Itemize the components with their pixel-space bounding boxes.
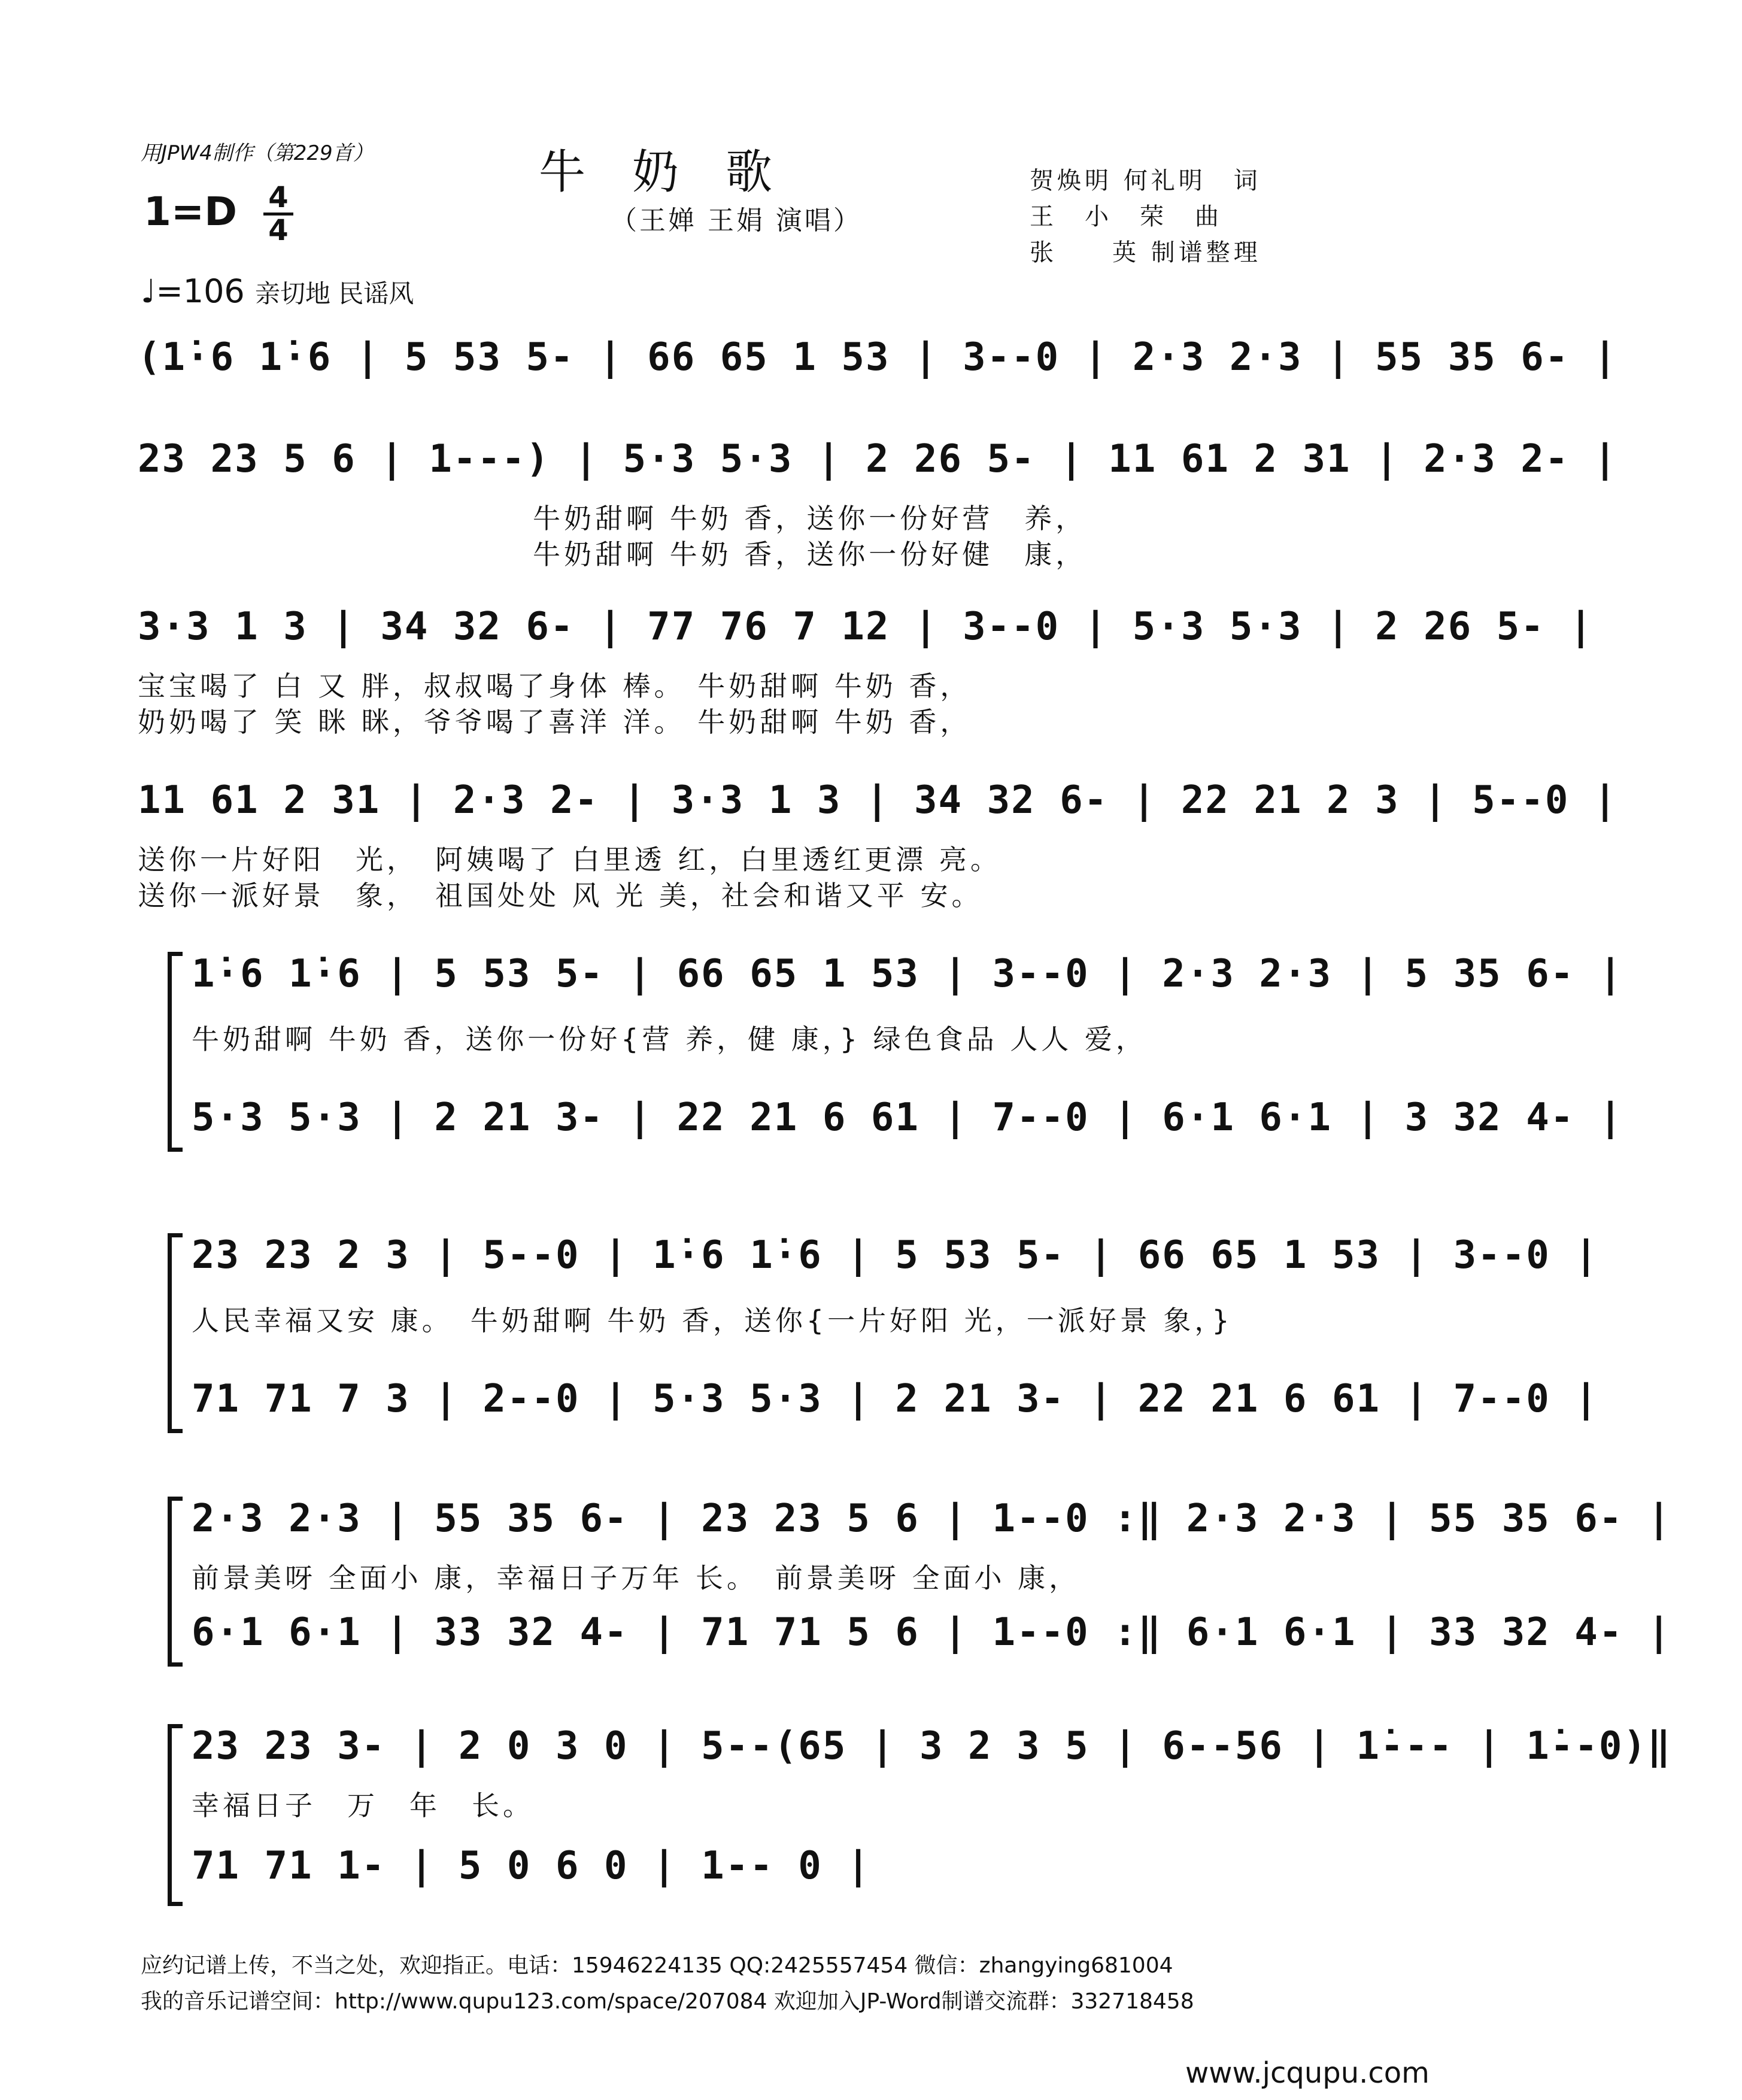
score-system-8	[174, 1724, 1672, 1904]
score-system-1	[138, 335, 1618, 407]
lyric-line-1: 幸福日子 万 年 长。	[192, 1789, 534, 1822]
key-signature: 1=D	[144, 189, 238, 235]
notation-line: (1̇·6 1̇·6 | 5 53 5- | 66 65 1 53 | 3--0 | 2·3 2·3 | 55 35 6- |	[138, 335, 1618, 380]
notation-line: 23 23 5 6 | 1---) | 5·3 5·3 | 2 26 5- | 11 61 2 31 | 2·3 2- |	[138, 437, 1618, 481]
footer-space-link: 我的音乐记谱空间：http://www.qupu123.com/space/207084 欢迎加入JP-Word制谱交流群：332718458	[141, 1989, 1194, 2014]
arranger-credit: 张 英 制谱整理	[1030, 239, 1261, 266]
tempo-value: ♩=106	[141, 272, 245, 310]
lyric-line-2: 送你一派好景 象， 祖国处处 风 光 美，社会和谐又平 安。	[138, 879, 983, 912]
composer-credit: 王 小 荣 曲	[1030, 203, 1222, 230]
lyric-line-2: 奶奶喝了 笑 眯 眯，爷爷喝了喜洋 洋。 牛奶甜啊 牛奶 香，	[138, 706, 972, 738]
system-brace	[168, 952, 183, 1152]
notation-line-lower: 71 71 7 3 | 2--0 | 5·3 5·3 | 2 21 3- | 22 21 6 61 | 7--0 |	[192, 1377, 1599, 1421]
score-system-2	[138, 437, 1618, 570]
score-system-3	[138, 605, 1594, 738]
notation-line-lower: 6·1 6·1 | 33 32 4- | 71 71 5 6 | 1--0 :‖ 6·1 6·1 | 33 32 4- |	[192, 1610, 1672, 1655]
time-signature	[263, 183, 293, 245]
lyric-line-1: 牛奶甜啊 牛奶 香，送你一份好{营 养，健 康，} 绿色食品 人人 爱，	[192, 1023, 1147, 1055]
system-brace	[168, 1497, 183, 1667]
meter-bottom: 4	[263, 213, 293, 245]
singer-credit: （王婵 王娟 演唱）	[611, 205, 862, 236]
lyric-line-2: 牛奶甜啊 牛奶 香，送你一份好健 康，	[533, 538, 1087, 570]
lyric-line-1: 宝宝喝了 白 又 胖，叔叔喝了身体 棒。 牛奶甜啊 牛奶 香，	[138, 670, 972, 702]
system-brace	[168, 1724, 183, 1906]
notation-line-upper: 2·3 2·3 | 55 35 6- | 23 23 5 6 | 1--0 :‖ 2·3 2·3 | 55 35 6- |	[192, 1497, 1672, 1541]
tempo-marking	[141, 272, 414, 310]
site-watermark: www.jcqupu.com	[1185, 2056, 1430, 2090]
notation-line-lower: 5·3 5·3 | 2 21 3- | 22 21 6 61 | 7--0 | 6·1 6·1 | 3 32 4- |	[192, 1095, 1623, 1140]
meter-top: 4	[268, 181, 289, 214]
lyricist-credit: 贺焕明 何礼明 词	[1030, 167, 1261, 195]
notation-line-lower: 71 71 1- | 5 0 6 0 | 1-- 0 |	[192, 1844, 871, 1888]
tempo-description: 亲切地 民谣风	[254, 279, 414, 308]
notation-line-upper: 23 23 2 3 | 5--0 | 1̇·6 1̇·6 | 5 53 5- | 66 65 1 53 | 3--0 |	[192, 1233, 1599, 1277]
score-system-5	[174, 952, 1623, 1149]
lyric-line-1: 牛奶甜啊 牛奶 香，送你一份好营 养，	[533, 502, 1087, 535]
score-system-7	[174, 1497, 1672, 1664]
score-system-4	[138, 778, 1618, 912]
score-system-6	[174, 1233, 1599, 1431]
lyric-line-1: 送你一片好阳 光， 阿姨喝了 白里透 红，白里透红更漂 亮。	[138, 843, 1002, 876]
notation-line-upper: 1̇·6 1̇·6 | 5 53 5- | 66 65 1 53 | 3--0 | 2·3 2·3 | 5 35 6- |	[192, 952, 1623, 996]
made-with-note: 用JPW4制作（第229首）	[141, 141, 374, 165]
system-brace	[168, 1233, 183, 1433]
notation-line: 3·3 1 3 | 34 32 6- | 77 76 7 12 | 3--0 | 5·3 5·3 | 2 26 5- |	[138, 605, 1594, 649]
lyric-line-1: 前景美呀 全面小 康，幸福日子万年 长。 前景美呀 全面小 康，	[192, 1562, 1081, 1594]
notation-line: 11 61 2 31 | 2·3 2- | 3·3 1 3 | 34 32 6- | 22 21 2 3 | 5--0 |	[138, 778, 1618, 823]
notation-line-upper: 23 23 3- | 2 0 3 0 | 5--(65 | 3 2 3 5 | 6--56 | 1̇--- | 1̇--0)‖	[192, 1724, 1672, 1768]
song-title: 牛奶歌	[539, 145, 820, 199]
lyric-line-1: 人民幸福又安 康。 牛奶甜啊 牛奶 香，送你{一片好阳 光，一派好景 象，}	[192, 1304, 1233, 1337]
footer-contact: 应约记谱上传，不当之处，欢迎指正。电话：15946224135 QQ:2425557454 微信：zhangying681004	[141, 1953, 1173, 1978]
